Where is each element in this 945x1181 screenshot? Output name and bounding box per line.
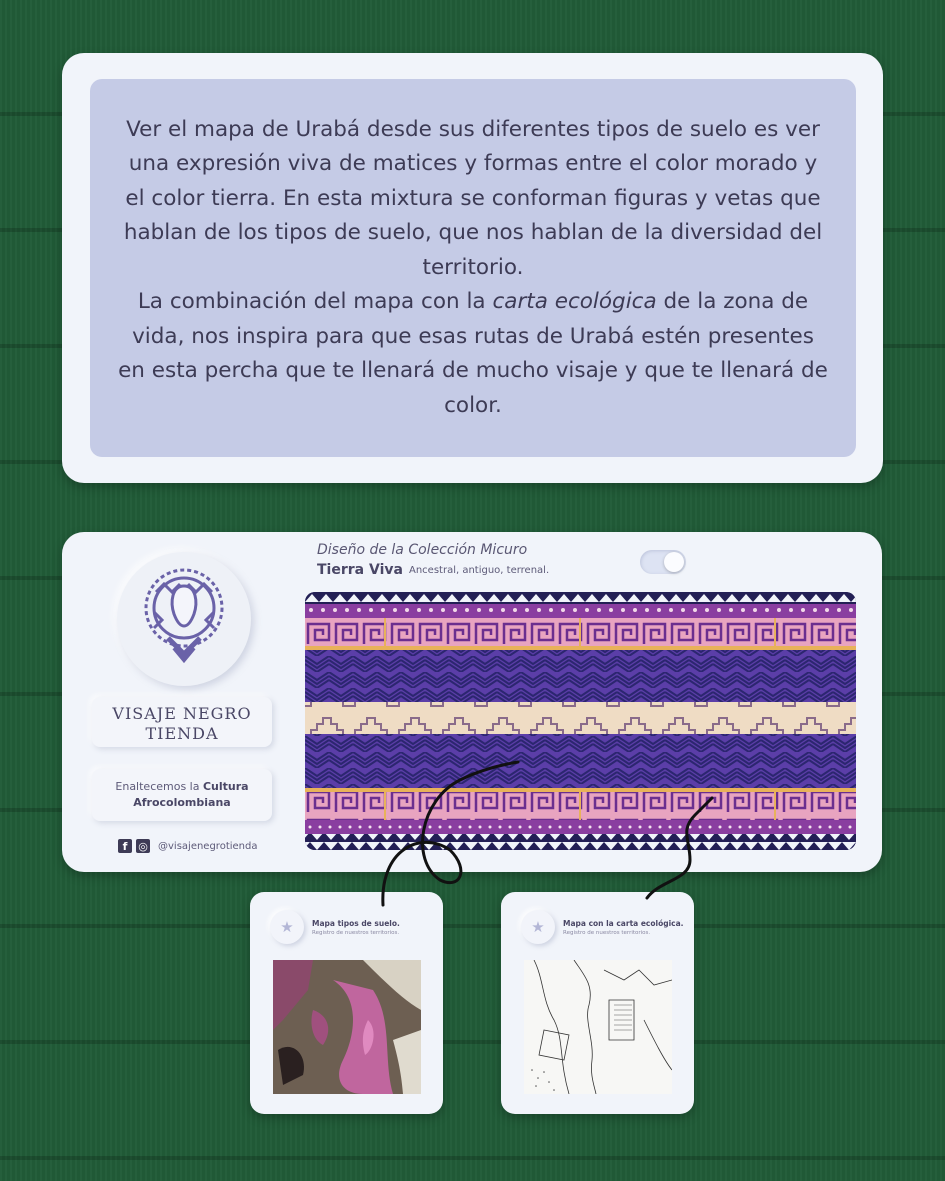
intro-paragraph-2 xyxy=(118,285,828,423)
social-row xyxy=(118,838,257,854)
map-subtitle: Registro de nuestros territorios. xyxy=(563,930,651,936)
map-card-soil-types[interactable] xyxy=(250,892,443,1114)
brand-logo-icon xyxy=(134,562,234,674)
social-handle[interactable]: @visajenegrotienda xyxy=(158,840,258,852)
line-name: Tierra Viva xyxy=(317,562,403,578)
textile-pattern xyxy=(305,592,856,850)
brand-tagline xyxy=(92,769,272,821)
map-card-ecological-chart[interactable] xyxy=(501,892,694,1114)
intro-panel xyxy=(90,79,856,457)
line-description: Ancestral, antiguo, terrenal. xyxy=(409,565,550,576)
brand-name-line-1: VISAJE NEGRO xyxy=(112,704,252,723)
map-subtitle: Registro de nuestros territorios. xyxy=(312,930,400,936)
brand-name xyxy=(92,697,272,747)
textile-pattern-svg xyxy=(305,592,856,850)
collection-card xyxy=(62,532,882,872)
map-title: Mapa con la carta ecológica. xyxy=(563,919,684,928)
ecological-map-image xyxy=(524,960,672,1094)
toggle-switch[interactable] xyxy=(640,550,686,574)
intro-text xyxy=(118,113,828,424)
intro-emphasis: carta ecológica xyxy=(492,289,657,315)
map-title: Mapa tipos de suelo. xyxy=(312,919,400,928)
intro-paragraph-1: Ver el mapa de Urabá desde sus diferentes tipos de suelo es ver una expresión viva de matices y formas entre el color morado y el color tierra. En esta mixtura se conforman figuras y vetas que hablan de los tipos de suelo, que nos hablan de la diversidad del territorio. xyxy=(123,116,823,280)
toggle-knob xyxy=(664,552,684,572)
tagline-bold: Cultura Afrocolombiana xyxy=(133,780,249,809)
star-icon[interactable]: ★ xyxy=(521,910,555,944)
soil-map-image xyxy=(273,960,421,1094)
instagram-icon[interactable]: ◎ xyxy=(136,839,150,853)
tagline-prefix: Enaltecemos la xyxy=(115,780,203,793)
intro-paragraph-2-end: de la zona de vida, nos inspira para que esas rutas de Urabá estén presentes en esta percha que te llenará de mucho visaje y que te llenará de color. xyxy=(118,289,828,418)
brand-logo xyxy=(117,552,251,686)
facebook-icon[interactable]: f xyxy=(118,839,132,853)
collection-title: Diseño de la Colección Micuro xyxy=(317,542,528,558)
star-icon[interactable]: ★ xyxy=(270,910,304,944)
intro-paragraph-2-start: La combinación del mapa con la xyxy=(137,289,493,315)
brand-name-line-2: TIENDA xyxy=(145,724,219,743)
intro-card xyxy=(62,53,883,483)
